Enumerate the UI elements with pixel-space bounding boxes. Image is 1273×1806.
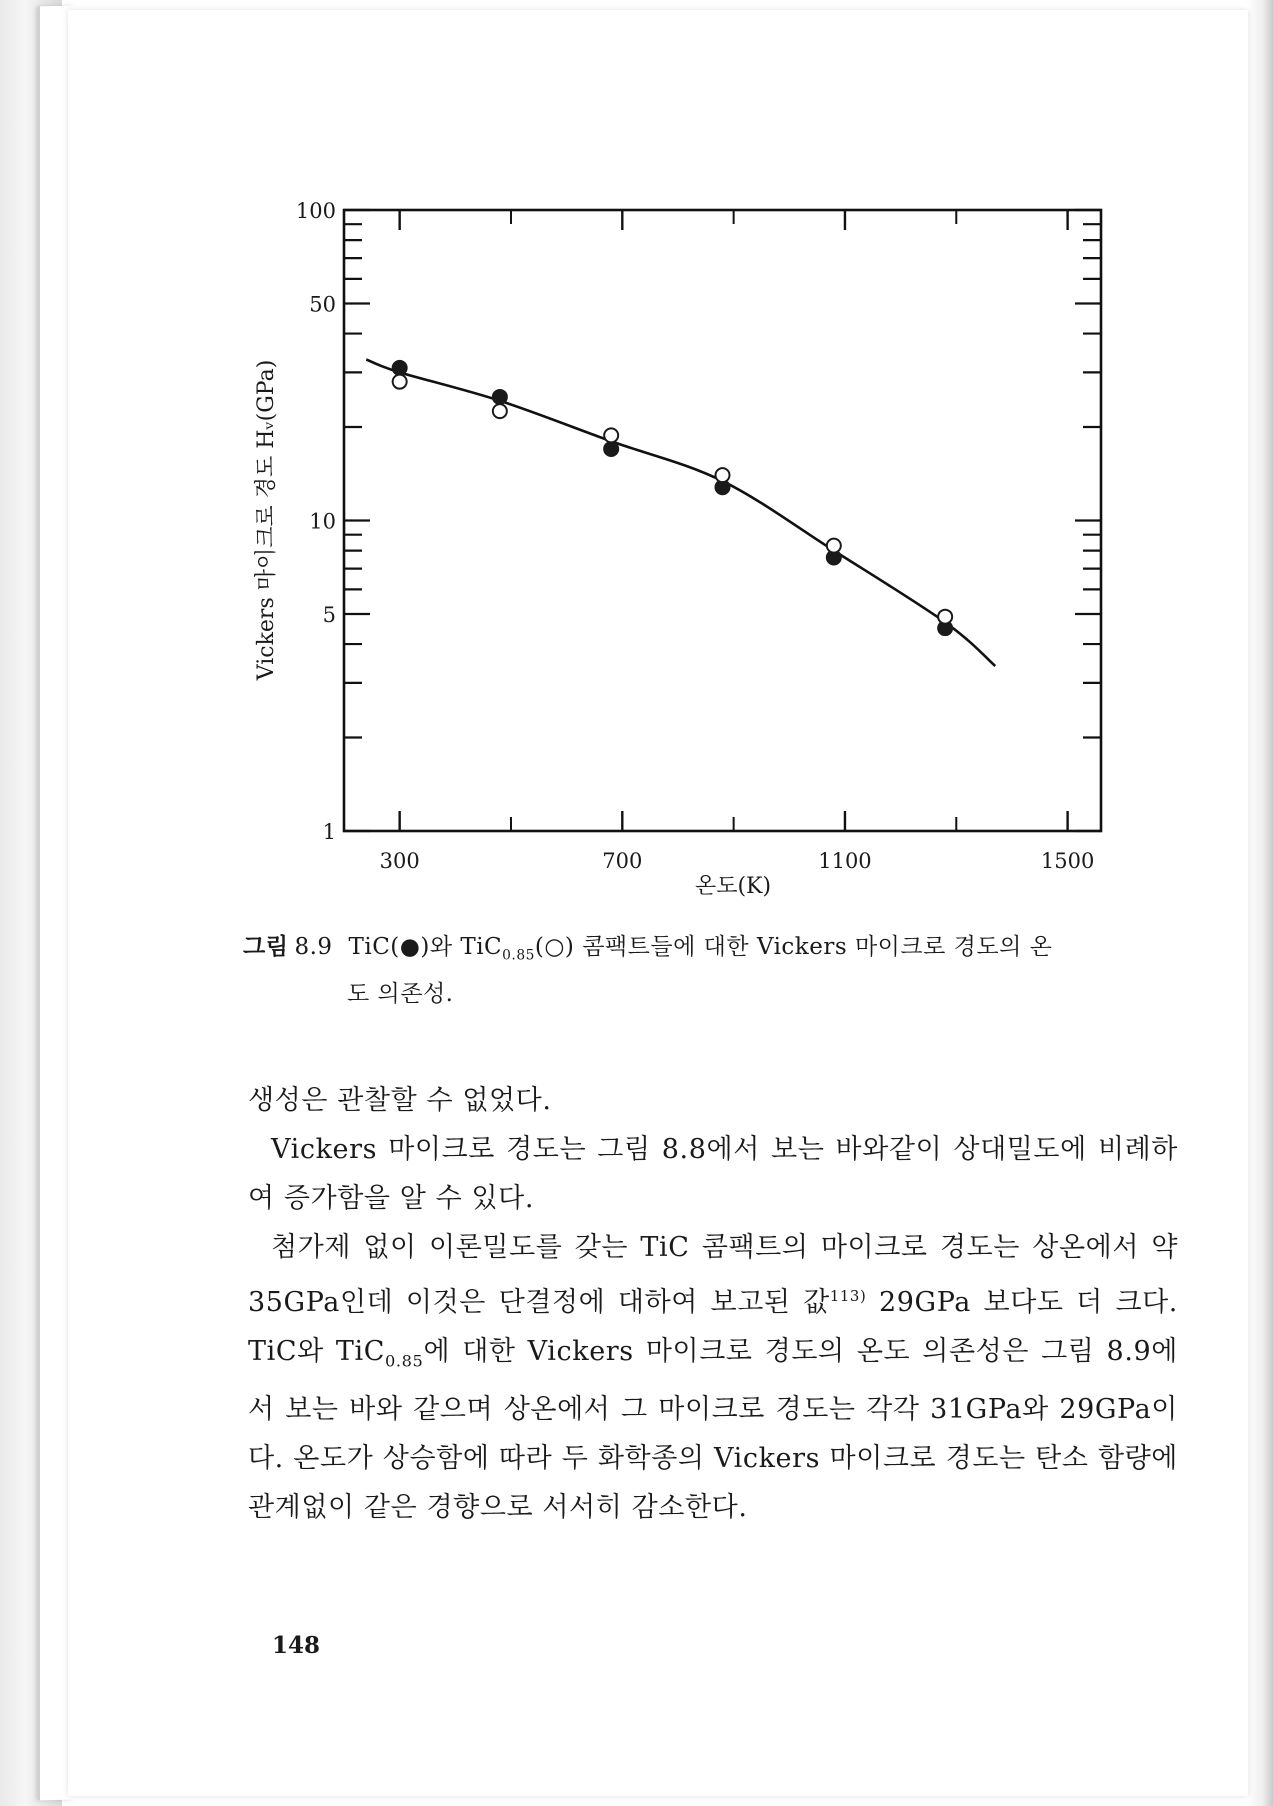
caption-label: 그림 xyxy=(243,934,289,960)
reference-superscript: 113) xyxy=(829,1287,867,1305)
paragraph-3-text-c: 에 대한 Vickers 마이크로 경도의 온도 의존성은 그림 8.9에서 보는 바와 같으며 상온에서 그 마이크로 경도는 각각 31GPa와 29GPa이다. 온도가 상승함에 따라 두 화학종의 Vickers 마이크로 경도는 탄소 함량에 관계없이 같은 경향으로 서서히 감소한다. xyxy=(248,1336,1178,1524)
plot-frame xyxy=(344,210,1101,831)
hardness-chart xyxy=(68,10,1248,910)
x-tick-label: 300 xyxy=(379,849,420,873)
trend-curve xyxy=(366,360,995,666)
paragraph-2: Vickers 마이크로 경도는 그림 8.8에서 보는 바와같이 상대밀도에 비례하여 증가함을 알 수 있다. xyxy=(248,1134,1178,1214)
caption-text-b: (○) 콤팩트들에 대한 Vickers 마이크로 경도의 온 xyxy=(534,934,1053,960)
tic-filled-point xyxy=(604,442,618,456)
book-page xyxy=(68,10,1248,1796)
y-axis-label: Vickers 마이크로 경도 Hᵥ(GPa) xyxy=(254,359,279,681)
caption-line-1 xyxy=(243,928,1173,975)
y-tick-label: 1 xyxy=(322,820,336,844)
book-left-edge xyxy=(0,0,62,1806)
paragraph-1: 생성은 관찰할 수 없었다. xyxy=(248,1085,552,1116)
paragraph-3-subscript: 0.85 xyxy=(384,1351,424,1371)
y-tick-label: 100 xyxy=(295,199,336,223)
caption-text-a: TiC(●)와 TiC xyxy=(348,934,503,960)
caption-line-2: 도 의존성. xyxy=(347,980,454,1007)
y-axis xyxy=(296,199,1101,844)
y-tick-label: 50 xyxy=(309,292,336,317)
x-tick-label: 1100 xyxy=(818,849,872,873)
tic085-open-point xyxy=(604,428,618,442)
figure-8-9 xyxy=(68,10,1248,1010)
caption-number: 8.9 xyxy=(294,934,333,960)
tic-filled-point xyxy=(493,390,507,404)
y-tick-label: 5 xyxy=(322,602,336,627)
x-tick-label: 1500 xyxy=(1040,849,1095,873)
caption-subscript: 0.85 xyxy=(502,947,535,964)
tic085-open-point xyxy=(827,539,841,553)
x-axis-label: 온도(K) xyxy=(694,874,772,899)
paragraph-3 xyxy=(248,1223,1178,1532)
x-tick-label: 700 xyxy=(602,849,643,873)
figure-caption xyxy=(243,928,1173,1013)
data-points xyxy=(393,361,952,635)
paragraph-3-text-a: 첨가제 없이 이론밀도를 갖는 TiC 콤팩트의 마이크로 경도는 상온에서 약 35GPa인데 이것은 단결정에 대하여 보고된 값 xyxy=(248,1232,1178,1318)
page-number: 148 xyxy=(272,1632,321,1659)
tic085-open-point xyxy=(716,468,730,482)
y-tick-label: 10 xyxy=(309,509,336,534)
paragraph-3-text-b: 29GPa 보다도 더 크다. TiC와 TiC xyxy=(248,1287,1178,1367)
tic085-open-point xyxy=(938,610,952,624)
tic-filled-point xyxy=(393,361,407,375)
body-text xyxy=(248,1076,1178,1532)
tic085-open-point xyxy=(393,375,407,389)
tic085-open-point xyxy=(493,404,507,418)
x-axis xyxy=(380,210,1095,873)
book-right-edge xyxy=(1247,0,1273,1806)
plot-border xyxy=(344,210,1101,831)
